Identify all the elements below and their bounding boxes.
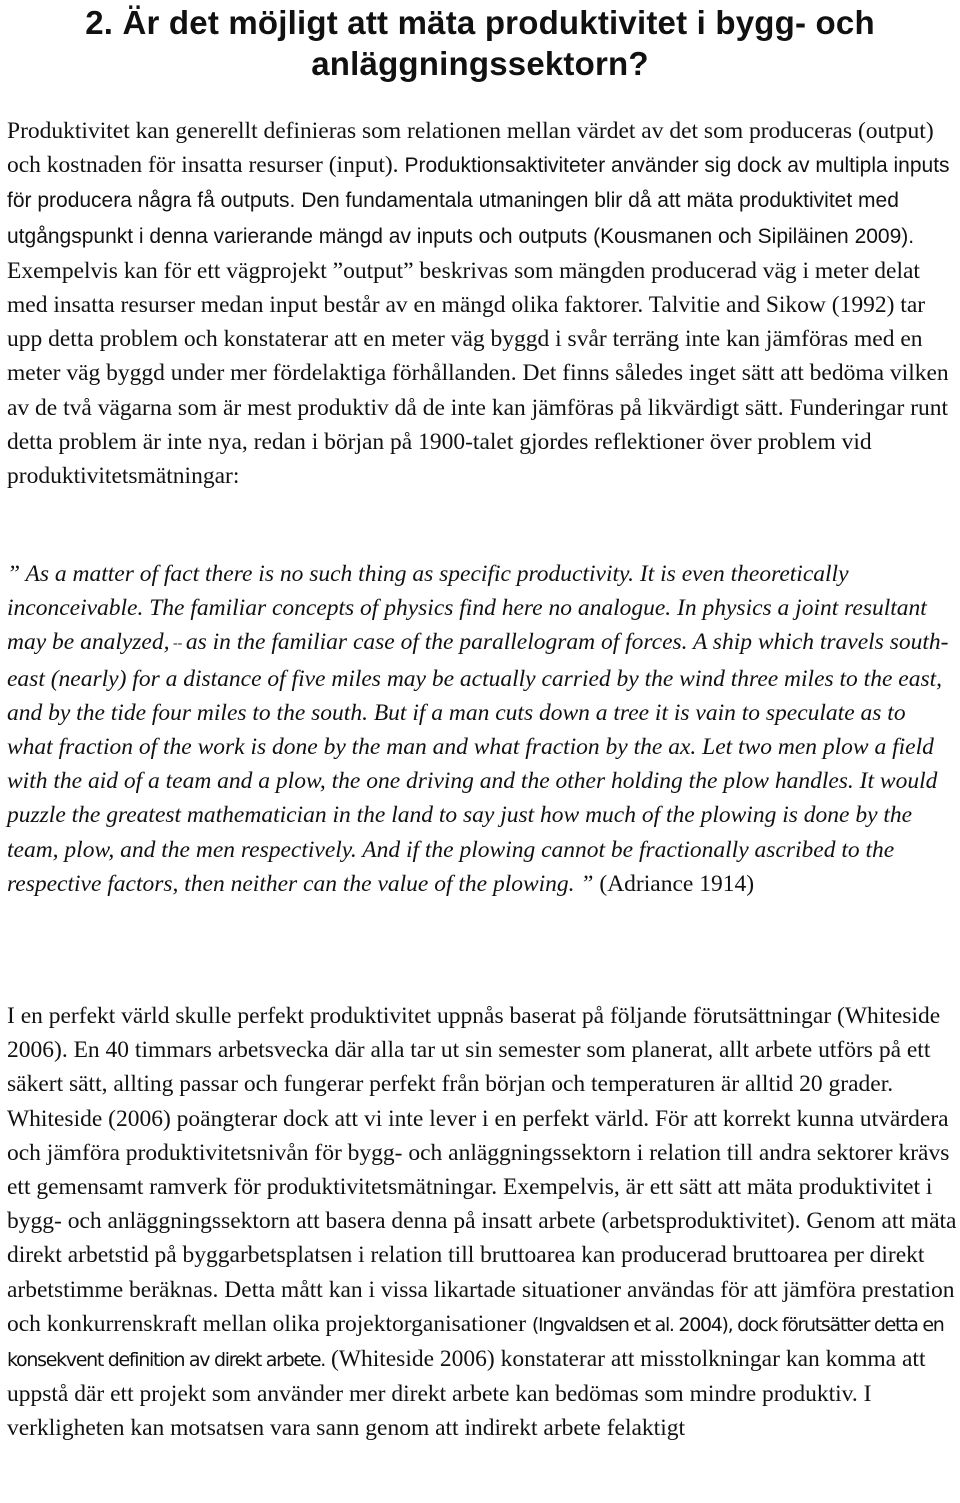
paragraph-1-text-d: Exempelvis kan för ett vägprojekt ”output” beskrivas som mängden producerad väg i meter delat med insatta resurser medan input består av en mängd olika faktorer. — [7, 257, 920, 319]
paragraph-1-text-f: Det finns således inget sätt att bedöma vilken av de två vägarna som är mest produktiv då de inte kan jämföras på likvärdigt sätt. — [7, 360, 949, 421]
paragraph-3-text-b: (Ingvaldsen et al. 2004), dock förutsätter detta en konsekvent definition av direkt arbete. — [7, 1313, 944, 1372]
paragraph-1-text-c: Den fundamentala utmaningen blir då att mäta produktivitet med utgångspunkt i denna varierande mängd av inputs och outputs (Kousmanen och Sipiläinen 2009). — [7, 189, 915, 248]
paragraph-3-text-a: I en perfekt värld skulle perfekt produktivitet uppnås baserat på följande förutsättningar (Whiteside 2006). En 40 timmars arbetsvecka där alla tar ut sin semester som planerat, allt arbete utförs på ett säkert sätt, allting passar och fungerar perfekt från början och temperaturen är alltid 20 grader. Whiteside (2006) poängterar dock att vi inte lever i en perfekt värld. För att korrekt kunna utvärdera och jämföra produktivitetsnivån för bygg- och anläggningssektorn i relation till andra sektorer krävs ett gemensamt ramverk för produktivitetsmätningar. Exempelvis, är ett sätt att mäta produktivitet i bygg- och anläggningssektorn att basera denna på insatt arbete (arbetsproduktivitet). Genom att mäta direkt arbetstid på byggarbetsplatsen i relation till bruttoarea kan producerad bruttoarea per direkt arbetstimme beräknas. Detta mått kan i vissa likartade situationer användas för att jämföra prestation och konkurrenskraft mellan olika projektorganisationer — [7, 1003, 957, 1337]
paragraph-1-text-a: Produktivitet kan generellt definieras som relationen mellan värdet av det som produceras (output) och kostnaden för insatta resurser (input). — [7, 118, 934, 179]
quote-citation: (Adriance 1914) — [593, 870, 755, 897]
paragraph-1-text-g: Funderingar runt detta problem är inte nya, redan i början på 1900-talet gjordes reflektioner över problem vid produktivitetsmätningar: — [7, 394, 949, 490]
paragraph-1-text-b: Produktionsaktiviteter använder sig dock av multipla inputs för producera några få outputs. — [7, 154, 950, 213]
paragraph-3-text-c: (Whiteside 2006) konstaterar att misstolkningar kan komma att uppstå där ett projekt som använder mer direkt arbete kan bedömas som mindre produktiv. I verkligheten kan motsatsen vara sann genom att indirekt arbete felaktigt — [7, 1346, 926, 1442]
paragraph-1-text-e: Talvitie and Sikow (1992) tar upp detta problem och konstaterar att en meter väg byggd i svår terräng inte kan jämföras med en meter väg byggd under mer fördelaktiga förhållanden. — [7, 292, 926, 387]
paragraph-productivity-definition — [7, 114, 957, 493]
paragraph-perfect-productivity — [7, 999, 957, 1446]
section-heading-line-1: 2. Är det möjligt att mäta produktivitet i bygg- och — [85, 4, 875, 41]
section-heading — [0, 2, 960, 84]
quote-dash: -- — [169, 636, 186, 652]
quote-text-b: as in the familiar case of the parallelogram of forces. A ship which travels south-east (nearly) for a distance of five miles may be actually carried by the wind three miles to the east, and by the tide four miles to the south. But if a man cuts down a tree it is vain to speculate as to what fraction of the work is done by the man and what fraction by the ax. Let two men plow a field with the aid of a team and a plow, the one driving and the other holding the plow handles. It would puzzle the greatest mathematician in the land to say just how much of the plowing is done by the team, plow, and the men respectively. And if the plowing cannot be fractionally ascribed to the respective factors, then neither can the value of the plowing. ” — [7, 629, 949, 897]
section-heading-line-2: anläggningssektorn? — [311, 45, 649, 82]
block-quote-adriance — [7, 557, 957, 901]
quote-text-a: ” As a matter of fact there is no such thing as specific productivity. It is even theoretically inconceivable. The familiar concepts of physics find here no analogue. In physics a joint resultant may be analyzed, — [7, 561, 927, 656]
